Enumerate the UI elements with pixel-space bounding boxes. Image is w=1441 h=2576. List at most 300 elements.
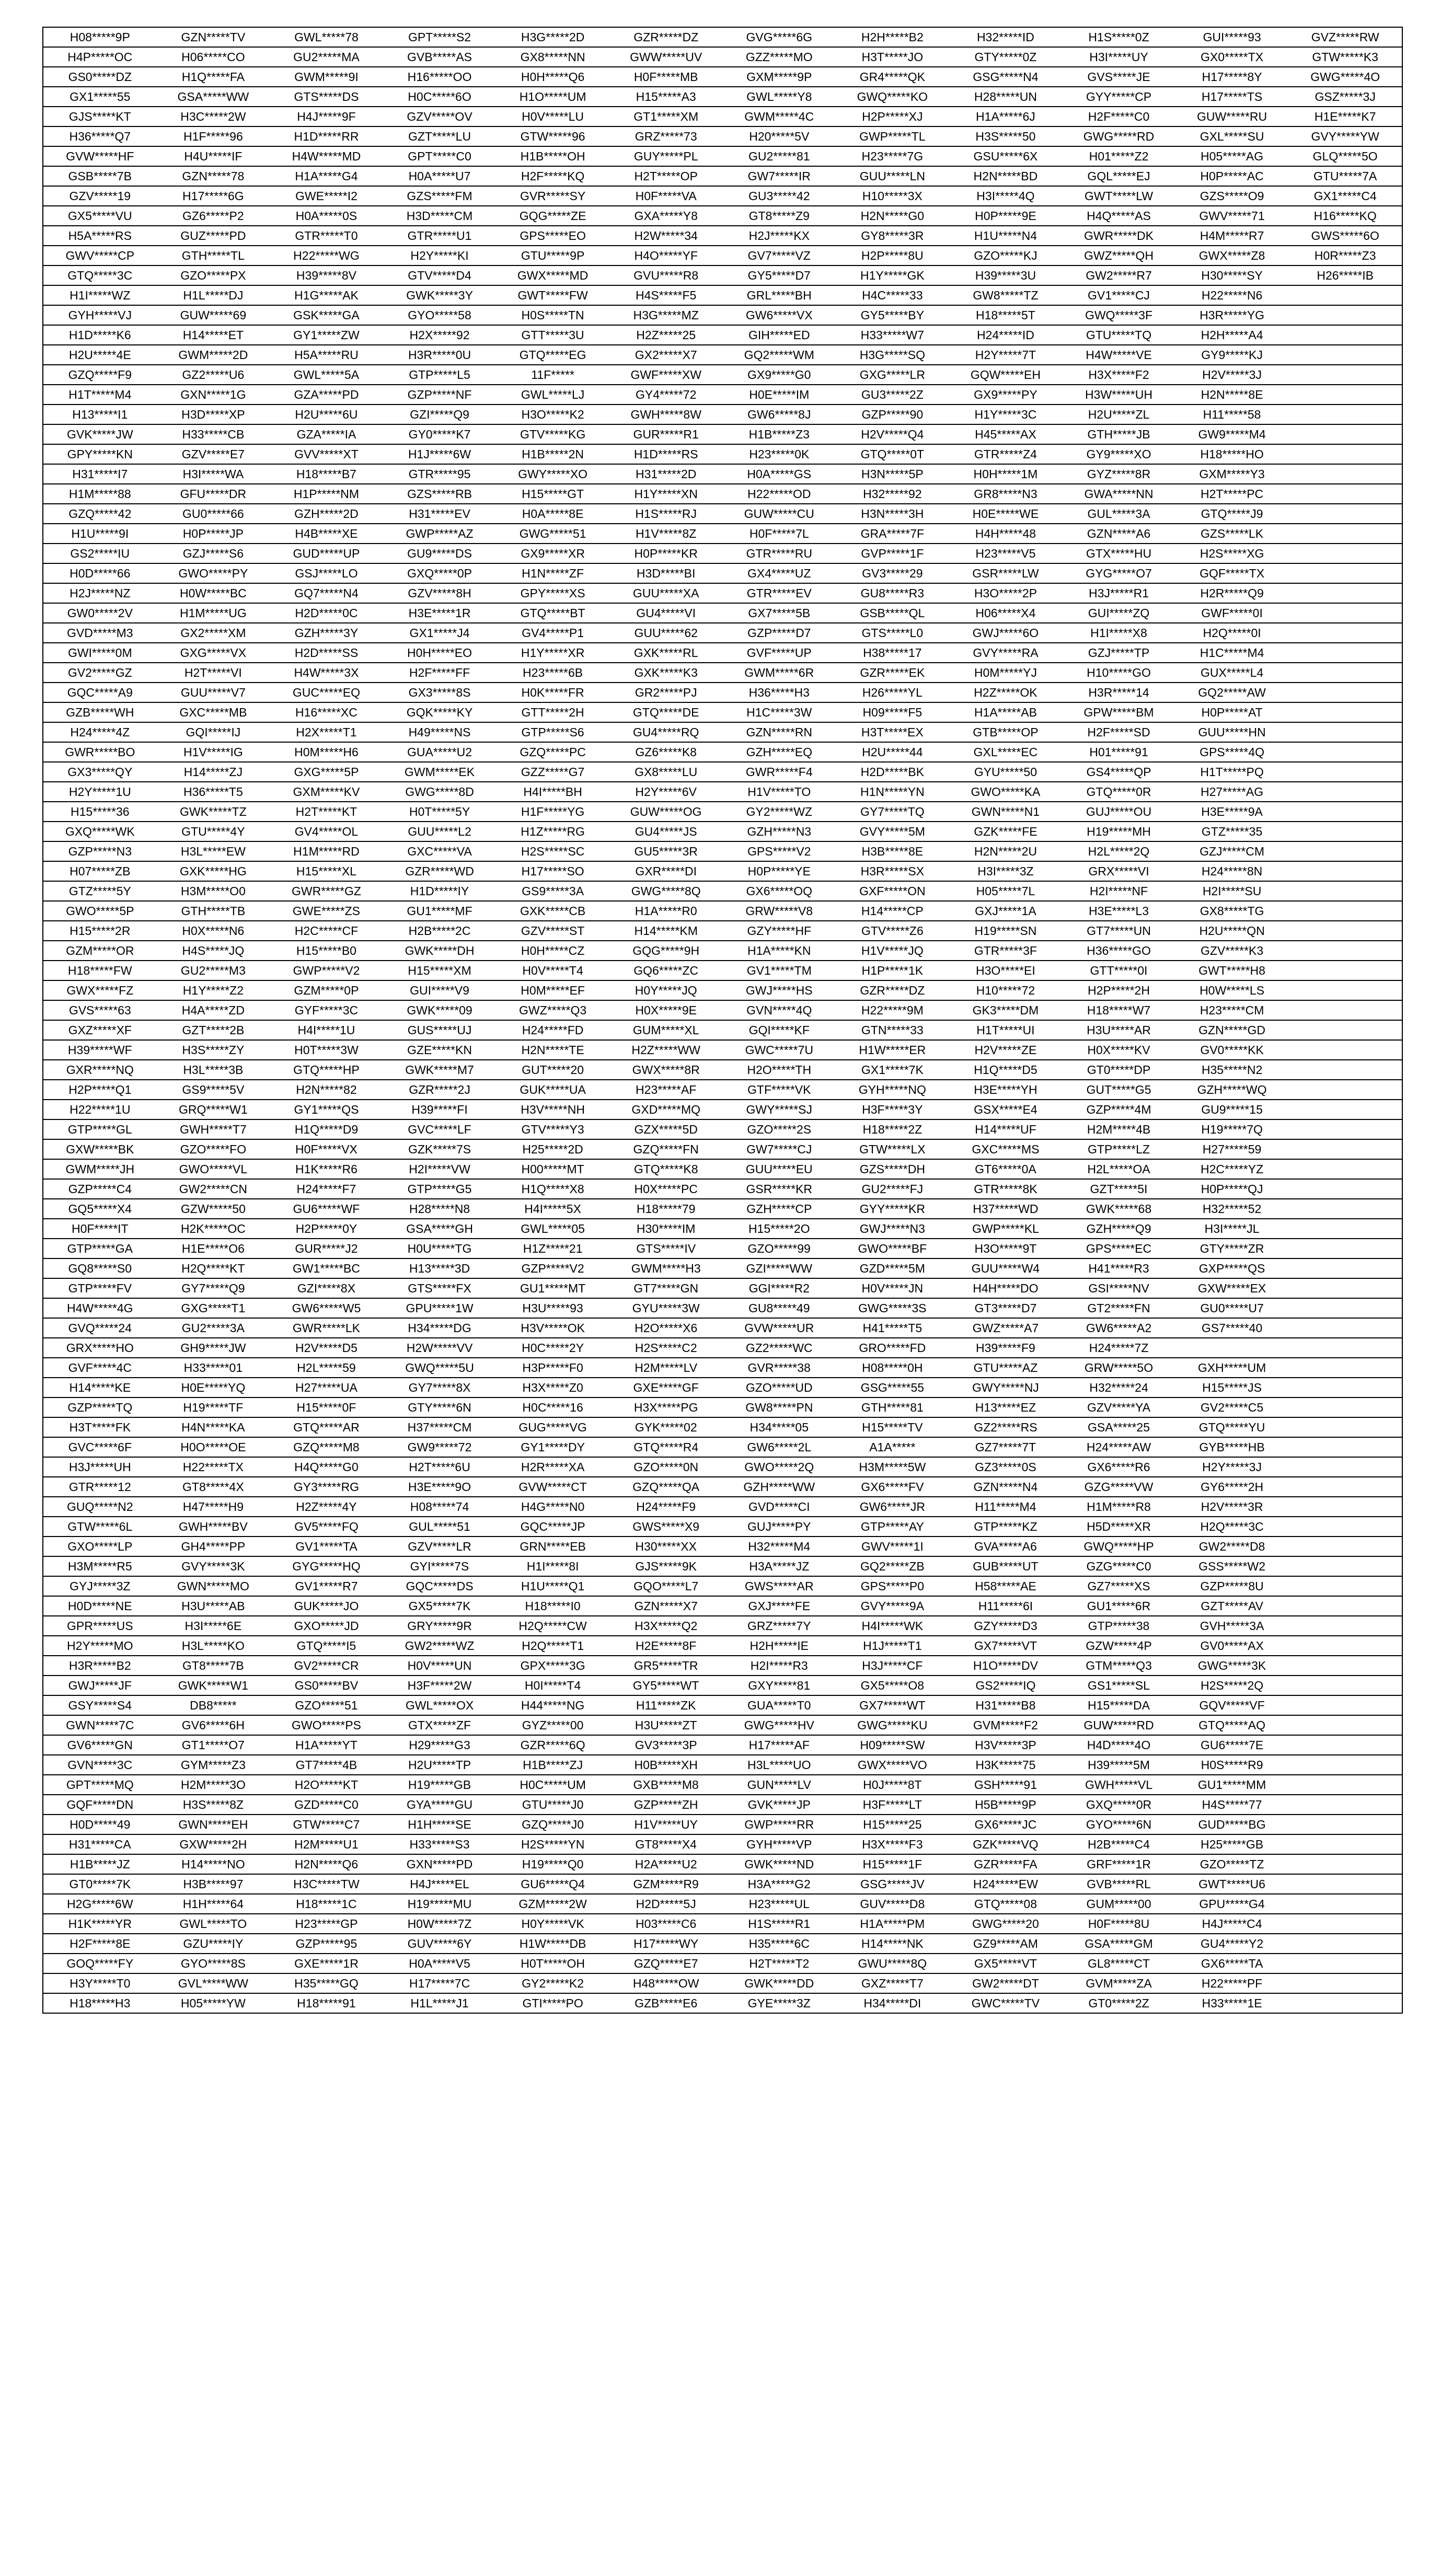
table-cell: GZ9*****AM [949, 1934, 1063, 1954]
table-cell: H1O*****UM [496, 87, 609, 107]
table-cell: GYB*****HB [1175, 1437, 1289, 1457]
table-cell: GVH*****3A [1175, 1616, 1289, 1636]
table-cell: GWK*****ND [722, 1854, 836, 1874]
table-cell: H1K*****R6 [270, 1159, 383, 1179]
table-cell: H0B*****XH [609, 1755, 723, 1775]
table-row [43, 1278, 1402, 1298]
table-cell: H2L*****59 [270, 1358, 383, 1378]
table-cell: H25*****2D [496, 1139, 609, 1159]
table-cell: H2N*****G0 [836, 206, 949, 226]
table-cell: GY7*****8X [383, 1378, 497, 1397]
table-cell: H1A*****PM [836, 1914, 949, 1934]
table-cell: GZI*****Q9 [383, 405, 497, 424]
table-cell: GZR*****2J [383, 1080, 497, 1100]
table-cell: GV0*****KK [1175, 1040, 1289, 1060]
table-cell: GUM*****00 [1062, 1894, 1175, 1914]
table-cell: GVQ*****24 [43, 1318, 157, 1338]
table-cell: H3A*****G2 [722, 1874, 836, 1894]
table-cell: GU9*****15 [1175, 1100, 1289, 1119]
table-cell: GWG*****51 [496, 524, 609, 544]
table-cell: GPT*****MQ [43, 1775, 157, 1795]
table-row [43, 186, 1402, 206]
table-cell: GXN*****PD [383, 1854, 497, 1874]
table-cell: H1D*****RR [270, 126, 383, 146]
table-row [43, 1576, 1402, 1596]
table-cell [1288, 961, 1402, 980]
table-cell: GY9*****KJ [1175, 345, 1289, 365]
table-cell: H0I*****T4 [496, 1676, 609, 1695]
table-cell: GY7*****Q9 [157, 1278, 270, 1298]
table-cell: GR4*****QK [836, 67, 949, 87]
table-cell: GZV*****E7 [157, 444, 270, 464]
table-cell: H3J*****R1 [1062, 583, 1175, 603]
table-cell: GZM*****OR [43, 941, 157, 961]
table-cell: H3T*****EX [836, 722, 949, 742]
table-cell: GXQ*****0P [383, 563, 497, 583]
table-cell: H0W*****7Z [383, 1914, 497, 1934]
table-cell: H0E*****WE [949, 504, 1063, 524]
table-cell: GWH*****BV [157, 1517, 270, 1537]
table-cell: GU8*****R3 [836, 583, 949, 603]
table-cell: H22*****WG [270, 246, 383, 265]
table-cell: H2S*****C2 [609, 1338, 723, 1358]
table-row [43, 265, 1402, 285]
table-cell: H0M*****YJ [949, 663, 1063, 683]
table-cell: GUB*****UT [949, 1556, 1063, 1576]
table-cell: H3W*****UH [1062, 385, 1175, 405]
table-cell: GZD*****5M [836, 1258, 949, 1278]
table-cell: H14*****KM [609, 921, 723, 941]
table-cell: H1A*****6J [949, 107, 1063, 126]
table-cell: DB8***** [157, 1695, 270, 1715]
table-cell: H2Q*****3C [1175, 1517, 1289, 1537]
table-cell: GS4*****QP [1062, 762, 1175, 782]
table-cell: H11*****M4 [949, 1497, 1063, 1517]
table-cell [1288, 1517, 1402, 1537]
table-cell: H3N*****5P [836, 464, 949, 484]
table-cell: GZ7*****7T [949, 1437, 1063, 1457]
table-cell: H3T*****FK [43, 1417, 157, 1437]
table-cell: H1U*****Q1 [496, 1576, 609, 1596]
table-cell: H3I*****3Z [949, 861, 1063, 881]
table-cell [1288, 444, 1402, 464]
table-cell: GWL*****78 [270, 27, 383, 47]
table-cell: H30*****SY [1175, 265, 1289, 285]
table-cell: GUX*****L4 [1175, 663, 1289, 683]
table-cell: H1I*****WZ [43, 285, 157, 305]
table-cell: GTP*****FV [43, 1278, 157, 1298]
table-cell: H2C*****CF [270, 921, 383, 941]
table-cell [1288, 1258, 1402, 1278]
table-cell: GZW*****4P [1062, 1636, 1175, 1656]
table-cell: H0W*****LS [1175, 980, 1289, 1000]
table-cell [1288, 1239, 1402, 1258]
table-cell: H1F*****96 [157, 126, 270, 146]
table-cell: GSR*****KR [722, 1179, 836, 1199]
table-cell: GZO*****TZ [1175, 1854, 1289, 1874]
table-cell: H17*****6G [157, 186, 270, 206]
table-cell: GTX*****ZF [383, 1715, 497, 1735]
table-row [43, 1497, 1402, 1517]
table-cell: H2U*****QN [1175, 921, 1289, 941]
table-cell: GWM*****JH [43, 1159, 157, 1179]
table-cell: GUA*****T0 [722, 1695, 836, 1715]
table-cell: H3X*****Q2 [609, 1616, 723, 1636]
table-cell: H18*****HO [1175, 444, 1289, 464]
table-cell: H3E*****9A [1175, 802, 1289, 822]
table-cell: GTW*****C7 [270, 1815, 383, 1834]
table-cell [1288, 1497, 1402, 1517]
table-cell [1288, 1973, 1402, 1993]
table-cell: GZP*****8U [1175, 1576, 1289, 1596]
table-cell: H1S*****RJ [609, 504, 723, 524]
table-cell: GZK*****VQ [949, 1834, 1063, 1854]
table-cell: GVP*****1F [836, 544, 949, 563]
table-cell: H18*****W7 [1062, 1000, 1175, 1020]
table-cell: GUU*****W4 [949, 1258, 1063, 1278]
table-cell: GZS*****FM [383, 186, 497, 206]
table-cell: GWO*****5P [43, 901, 157, 921]
table-cell [1288, 1596, 1402, 1616]
table-cell: GT1*****XM [609, 107, 723, 126]
table-cell: H0P*****AC [1175, 166, 1289, 186]
table-cell: H0D*****66 [43, 563, 157, 583]
table-cell: GZQ*****F9 [43, 365, 157, 385]
table-cell: GZH*****Q9 [1062, 1219, 1175, 1239]
table-cell: H01*****Z2 [1062, 146, 1175, 166]
table-cell: H4I*****1U [270, 1020, 383, 1040]
table-cell: GWM*****EK [383, 762, 497, 782]
table-cell: GTP*****GL [43, 1119, 157, 1139]
table-cell: GY1*****QS [270, 1100, 383, 1119]
table-cell: GVS*****JE [1062, 67, 1175, 87]
table-row [43, 941, 1402, 961]
table-cell: H3R*****0U [383, 345, 497, 365]
table-cell: H3X*****PG [609, 1397, 723, 1417]
table-cell: H0X*****PC [609, 1179, 723, 1199]
table-cell [1288, 921, 1402, 941]
table-cell: GVA*****A6 [949, 1537, 1063, 1556]
table-cell [1288, 1775, 1402, 1795]
table-cell: GQG*****ZE [496, 206, 609, 226]
table-cell: GWS*****X9 [609, 1517, 723, 1537]
table-cell: GTY*****ZR [1175, 1239, 1289, 1258]
table-cell: H34*****DG [383, 1318, 497, 1338]
table-cell: GZB*****E6 [609, 1993, 723, 2013]
table-cell: H13*****EZ [949, 1397, 1063, 1417]
table-cell: GVM*****ZA [1062, 1973, 1175, 1993]
table-cell: H0V*****T4 [496, 961, 609, 980]
table-cell: GWT*****FW [496, 285, 609, 305]
table-cell: GOQ*****FY [43, 1954, 157, 1973]
table-cell: GZQ*****PC [496, 742, 609, 762]
table-cell [1288, 1338, 1402, 1358]
table-cell: H2P*****XJ [836, 107, 949, 126]
table-cell: H18*****I0 [496, 1596, 609, 1616]
table-cell: GTN*****33 [836, 1020, 949, 1040]
table-cell: GZJ*****S6 [157, 544, 270, 563]
table-cell: GUW*****CU [722, 504, 836, 524]
table-cell: H2Q*****KT [157, 1258, 270, 1278]
table-cell: GSI*****NV [1062, 1278, 1175, 1298]
table-cell: H3D*****XP [157, 405, 270, 424]
table-cell: GWK*****3Y [383, 285, 497, 305]
table-row [43, 901, 1402, 921]
table-cell: GTQ*****K8 [609, 1159, 723, 1179]
table-cell: GPS*****V2 [722, 841, 836, 861]
table-cell: H23*****GP [270, 1914, 383, 1934]
table-cell: GWG*****3K [1175, 1656, 1289, 1676]
table-cell: H27*****59 [1175, 1139, 1289, 1159]
table-cell: GY0*****K7 [383, 424, 497, 444]
table-cell: GT0*****2Z [1062, 1993, 1175, 2013]
table-cell: GVY*****9A [836, 1596, 949, 1616]
table-cell: GRZ*****7Y [722, 1616, 836, 1636]
table-cell: H32*****ID [949, 27, 1063, 47]
table-row [43, 424, 1402, 444]
table-cell: GW2*****CN [157, 1179, 270, 1199]
table-cell: GYZ*****00 [496, 1715, 609, 1735]
table-cell: GH9*****JW [157, 1338, 270, 1358]
table-cell [1288, 1576, 1402, 1596]
table-cell: GWH*****VL [1062, 1775, 1175, 1795]
table-cell: GYZ*****8R [1062, 464, 1175, 484]
table-cell: H39*****FI [383, 1100, 497, 1119]
table-cell: H2Y*****MO [43, 1636, 157, 1656]
table-cell: H15*****0F [270, 1397, 383, 1417]
table-cell: GYM*****Z3 [157, 1755, 270, 1775]
table-cell: GQ2*****ZB [836, 1556, 949, 1576]
table-cell: GTP*****LZ [1062, 1139, 1175, 1159]
table-cell: H48*****OW [609, 1973, 723, 1993]
table-cell: H23*****AF [609, 1080, 723, 1100]
table-cell: H22*****9M [836, 1000, 949, 1020]
table-row [43, 1616, 1402, 1636]
table-row [43, 683, 1402, 702]
table-cell: H30*****XX [609, 1537, 723, 1556]
table-cell: GUM*****XL [609, 1020, 723, 1040]
table-cell [1288, 1119, 1402, 1139]
table-cell: H1G*****AK [270, 285, 383, 305]
table-cell: GWF*****XW [609, 365, 723, 385]
table-cell: H1H*****SE [383, 1815, 497, 1834]
table-cell: GW6*****A2 [1062, 1318, 1175, 1338]
table-cell: H2Y*****6V [609, 782, 723, 802]
table-cell: H33*****S3 [383, 1834, 497, 1854]
table-cell [1288, 1199, 1402, 1219]
table-cell: H2W*****VV [383, 1338, 497, 1358]
table-cell: H3X*****F3 [836, 1834, 949, 1854]
table-cell: H1K*****YR [43, 1914, 157, 1934]
table-cell: GV6*****6H [157, 1715, 270, 1735]
table-cell: GU3*****42 [722, 186, 836, 206]
table-cell [1175, 1338, 1289, 1358]
table-cell: H1W*****ER [836, 1040, 949, 1060]
table-cell: A1A***** [836, 1437, 949, 1457]
table-cell [1288, 1437, 1402, 1457]
table-cell: H0X*****9E [609, 1000, 723, 1020]
table-cell: H4P*****OC [43, 47, 157, 67]
table-cell: GWL*****Y8 [722, 87, 836, 107]
table-cell: GZE*****KN [383, 1040, 497, 1060]
table-cell: GZQ*****FN [609, 1139, 723, 1159]
table-cell: GWQ*****3F [1062, 305, 1175, 325]
table-cell: GY8*****3R [836, 226, 949, 246]
table-cell: H0T*****5Y [383, 802, 497, 822]
table-cell: GZO*****0N [609, 1457, 723, 1477]
table-row [43, 87, 1402, 107]
table-cell: H0F*****VX [270, 1139, 383, 1159]
table-cell: GWT*****H8 [1175, 961, 1289, 980]
table-cell: H2F*****KQ [496, 166, 609, 186]
table-cell: GVW*****CT [496, 1477, 609, 1497]
table-cell [1288, 643, 1402, 663]
table-cell: H4S*****77 [1175, 1795, 1289, 1815]
table-cell: GZY*****D3 [949, 1616, 1063, 1636]
table-cell: GX9*****G0 [722, 365, 836, 385]
table-cell: H37*****WD [949, 1199, 1063, 1219]
table-cell: GTP*****S6 [496, 722, 609, 742]
table-cell: H0C*****16 [496, 1397, 609, 1417]
table-cell: H3R*****B2 [43, 1656, 157, 1676]
table-cell: H1U*****N4 [949, 226, 1063, 246]
table-cell: GY2*****K2 [496, 1973, 609, 1993]
table-cell: H33*****W7 [836, 325, 949, 345]
table-cell: GX9*****XR [496, 544, 609, 563]
table-cell [1288, 702, 1402, 722]
table-cell: GX5*****VU [43, 206, 157, 226]
table-cell: H0C*****UM [496, 1775, 609, 1795]
table-cell: GX0*****TX [1175, 47, 1289, 67]
table-cell: GSJ*****LO [270, 563, 383, 583]
table-cell: H2I*****SU [1175, 881, 1289, 901]
table-row [43, 1656, 1402, 1676]
table-cell: GZH*****2D [270, 504, 383, 524]
table-cell: H3R*****SX [836, 861, 949, 881]
table-cell: H1D*****IY [383, 881, 497, 901]
table-cell: GZV*****19 [43, 186, 157, 206]
table-cell: H4S*****JQ [157, 941, 270, 961]
table-cell: H2T*****KT [270, 802, 383, 822]
table-cell: GTR*****Z4 [949, 444, 1063, 464]
table-cell: H24*****4Z [43, 722, 157, 742]
table-cell: H1M*****R8 [1062, 1497, 1175, 1517]
table-cell: GWP*****RR [722, 1815, 836, 1834]
table-cell: GTT*****3U [496, 325, 609, 345]
table-cell: GZZ*****G7 [496, 762, 609, 782]
table-cell: GWO*****BF [836, 1239, 949, 1258]
table-cell: H35*****N2 [1175, 1060, 1289, 1080]
table-cell [1288, 782, 1402, 802]
table-cell: GV3*****3P [609, 1735, 723, 1755]
table-cell: H4Q*****AS [1062, 206, 1175, 226]
table-cell: GVB*****AS [383, 47, 497, 67]
table-cell: H1Y*****GK [836, 265, 949, 285]
table-cell: GX7*****WT [836, 1695, 949, 1715]
table-cell: GRN*****EB [496, 1537, 609, 1556]
table-row [43, 444, 1402, 464]
table-cell: H3O*****2P [949, 583, 1063, 603]
table-cell [1288, 305, 1402, 325]
table-cell: H31*****2D [609, 464, 723, 484]
table-cell [1288, 1715, 1402, 1735]
table-cell: H1Y*****XN [609, 484, 723, 504]
table-cell: H17*****AF [722, 1735, 836, 1755]
table-cell: GZV*****K3 [1175, 941, 1289, 961]
table-cell: H39*****WF [43, 1040, 157, 1060]
table-cell [1288, 484, 1402, 504]
table-cell: GX6*****JC [949, 1815, 1063, 1834]
table-cell: GTR*****RU [722, 544, 836, 563]
table-cell: H3Y*****T0 [43, 1973, 157, 1993]
table-cell: H1B*****Z3 [722, 424, 836, 444]
table-cell: H2Y*****KI [383, 246, 497, 265]
table-cell: H2S*****YN [496, 1834, 609, 1854]
table-cell: H2T*****PC [1175, 484, 1289, 504]
table-cell: H3T*****JO [836, 47, 949, 67]
table-cell: GWO*****PS [270, 1715, 383, 1735]
table-cell: H3U*****AR [1062, 1020, 1175, 1040]
table-cell [1288, 325, 1402, 345]
table-cell: GRY*****9R [383, 1616, 497, 1636]
table-cell: GUD*****UP [270, 544, 383, 563]
table-cell: GVS*****63 [43, 1000, 157, 1020]
table-cell: H14*****NK [836, 1934, 949, 1954]
table-row [43, 1020, 1402, 1040]
table-cell: GTQ*****J9 [1175, 504, 1289, 524]
table-cell: GPT*****C0 [383, 146, 497, 166]
table-cell: GV2*****GZ [43, 663, 157, 683]
table-cell [1288, 1636, 1402, 1656]
table-cell: H0A*****8E [496, 504, 609, 524]
table-cell: H31*****EV [383, 504, 497, 524]
table-cell: H2U*****6U [270, 405, 383, 424]
table-cell: H27*****UA [270, 1378, 383, 1397]
table-cell: H0F*****7L [722, 524, 836, 544]
table-cell: GWG*****8D [383, 782, 497, 802]
table-cell: GYG*****O7 [1062, 563, 1175, 583]
table-cell: GUU*****62 [609, 623, 723, 643]
table-cell: H2U*****TP [383, 1755, 497, 1775]
table-cell: GRF*****1R [1062, 1854, 1175, 1874]
table-row [43, 782, 1402, 802]
table-cell: GZB*****WH [43, 702, 157, 722]
table-cell: GV0*****AX [1175, 1636, 1289, 1656]
table-cell: H58*****AE [949, 1576, 1063, 1596]
table-cell: GZQ*****QA [609, 1477, 723, 1497]
table-cell [1288, 1854, 1402, 1874]
table-cell: H2R*****Q9 [1175, 583, 1289, 603]
id-sheet [42, 27, 1403, 2014]
table-cell: GY9*****XO [1062, 444, 1175, 464]
table-cell: GT6*****0A [949, 1159, 1063, 1179]
table-cell: GZW*****50 [157, 1199, 270, 1219]
table-cell: GZS*****O9 [1175, 186, 1289, 206]
table-cell: GQ2*****WM [722, 345, 836, 365]
table-cell: H23*****6B [496, 663, 609, 683]
table-cell: GUU*****EU [722, 1159, 836, 1179]
table-cell: GUK*****JO [270, 1596, 383, 1616]
table-cell: GW2*****WZ [383, 1636, 497, 1656]
table-cell [1288, 742, 1402, 762]
table-cell: GXD*****MQ [609, 1100, 723, 1119]
table-cell: H1B*****OH [496, 146, 609, 166]
table-cell: GTH*****TB [157, 901, 270, 921]
table-cell: GQG*****9H [609, 941, 723, 961]
table-cell: H2V*****3J [1175, 365, 1289, 385]
table-cell: H2Q*****CW [496, 1616, 609, 1636]
table-cell: GU1*****MF [383, 901, 497, 921]
